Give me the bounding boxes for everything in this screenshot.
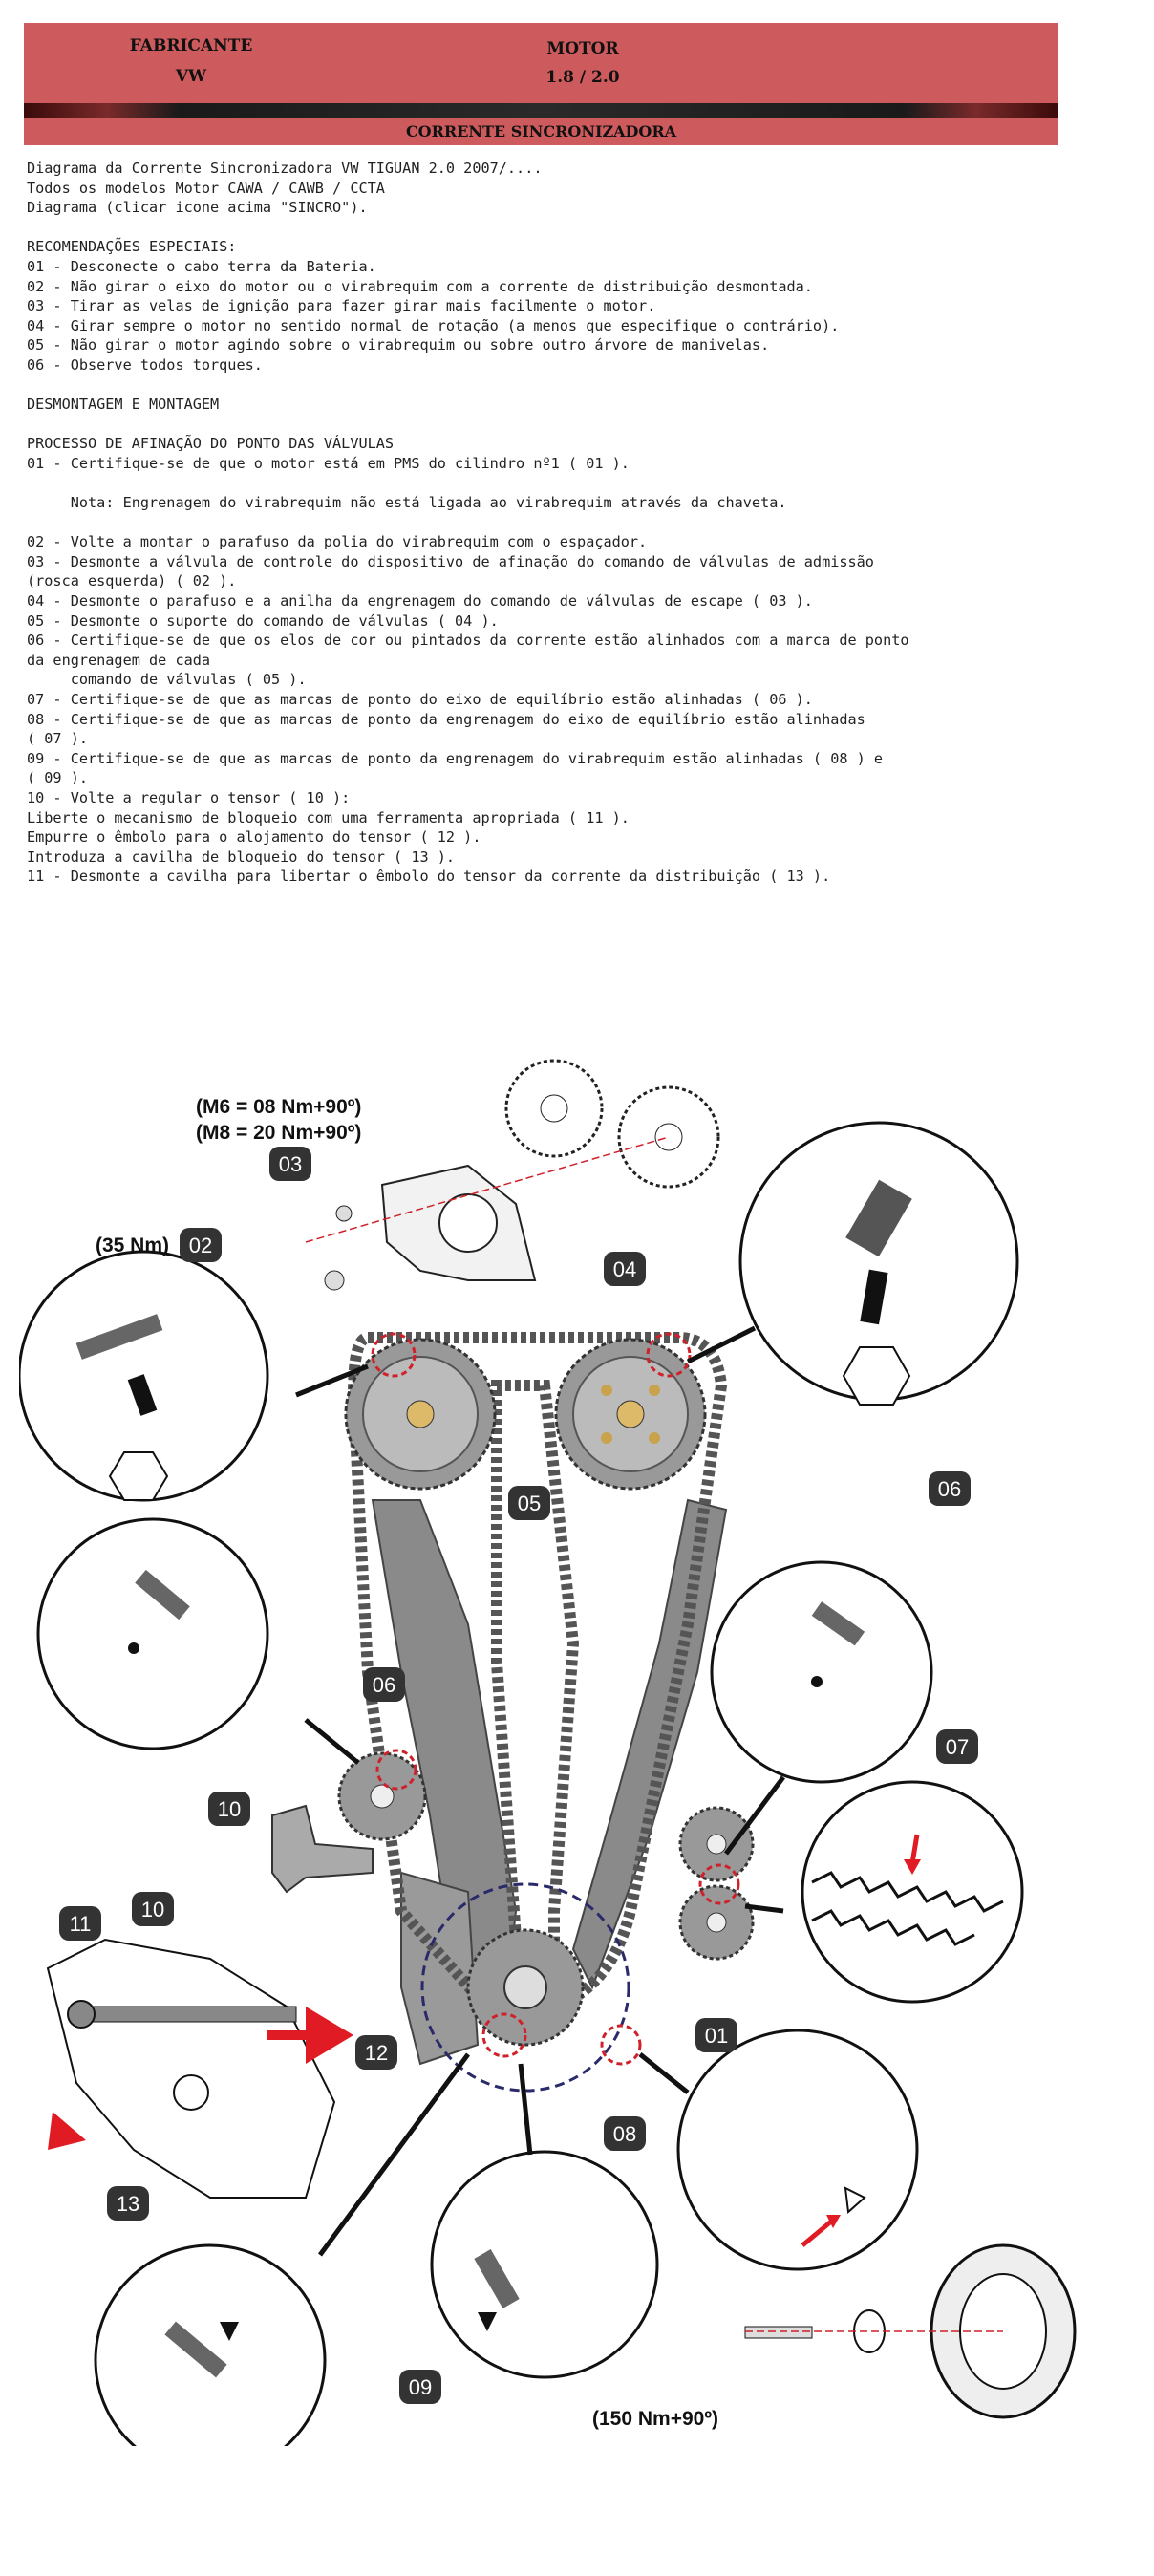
torque-crank: (150 Nm+90º) [592, 2408, 718, 2430]
text-line: Diagrama (clicar icone acima "SINCRO"). [27, 199, 368, 217]
text-line: PROCESSO DE AFINAÇÃO DO PONTO DAS VÁLVULAS [27, 435, 395, 453]
text-line: comando de válvulas ( 05 ). [27, 671, 307, 689]
bolt-03 [336, 1206, 352, 1221]
text-line [27, 376, 1135, 396]
text-line: Empurre o êmbolo para o alojamento do tensor ( 12 ). [27, 828, 481, 847]
detail-crank-gear-08 [432, 2152, 657, 2377]
text-line [27, 474, 1135, 494]
detail-balance-left [38, 1519, 267, 1749]
text-line: (rosca esquerda) ( 02 ). [27, 572, 237, 590]
text-line: ( 09 ). [27, 769, 89, 787]
callout-06-right: 06 [937, 1477, 962, 1501]
text-line: RECOMENDAÇÕES ESPECIAIS: [27, 238, 237, 256]
timing-chain-diagram [19, 1051, 1118, 2446]
detail-gear-marks [802, 1782, 1022, 2002]
mark-circle-01 [602, 2026, 640, 2064]
callout-11: 11 [69, 1912, 92, 1936]
text-line: 03 - Tirar as velas de ignição para fazer girar mais facilmente o motor. [27, 297, 656, 315]
callout-06-left: 06 [372, 1673, 396, 1697]
text-line: 01 - Desconecte o cabo terra da Bateria. [27, 257, 376, 275]
text-line: 10 - Volte a regular o tensor ( 10 ): [27, 789, 351, 806]
text-line: DESMONTAGEM E MONTAGEM [27, 396, 220, 414]
text-line: 06 - Certifique-se de que os elos de cor ou pintados da corrente estão alinhados com a marca de ponto [27, 632, 909, 650]
text-line: 09 - Certifique-se de que as marcas de ponto da engrenagem do virabrequim estão alinhadas ( 08 ) e [27, 749, 884, 767]
torque-02: (35 Nm) [96, 1234, 170, 1256]
text-line: 04 - Girar sempre o motor no sentido normal de rotação (a menos que especifique o contrário). [27, 316, 840, 334]
manufacturer-value: VW [175, 67, 207, 86]
manufacturer-block [105, 31, 277, 92]
detail-crank-gear-09 [96, 2245, 325, 2446]
callout-13: 13 [116, 2192, 140, 2216]
engine-value: 1.8 / 2.0 [545, 68, 620, 87]
callout-08: 08 [612, 2122, 637, 2146]
torque-m8: (M8 = 20 Nm+90º) [196, 1122, 362, 1144]
text-line: Liberte o mecanismo de bloqueio com uma ferramenta apropriada ( 11 ). [27, 808, 630, 826]
callout-07: 07 [945, 1735, 970, 1759]
torque-m6: (M6 = 08 Nm+90º) [196, 1096, 362, 1118]
page-subtitle: CORRENTE SINCRONIZADORA [405, 122, 677, 140]
text-line [27, 513, 1135, 533]
text-line: 03 - Desmonte a válvula de controle do dispositivo de afinação do comando de válvulas de admissão [27, 552, 874, 570]
text-line [27, 415, 1135, 435]
text-line [27, 218, 1135, 238]
text-line: Todos os modelos Motor CAWA / CAWB / CCTA [27, 179, 385, 197]
text-line: 02 - Volte a montar o parafuso da polia do virabrequim com o espaçador. [27, 533, 648, 551]
callout-09: 09 [408, 2375, 433, 2399]
text-line: 05 - Não girar o motor agindo sobre o virabrequim ou sobre outro árvore de manivelas. [27, 336, 770, 354]
detail-crank-mark [678, 2030, 917, 2269]
text-line: 04 - Desmonte o parafuso e a anilha da engrenagem do comando de válvulas de escape ( 03 ). [27, 592, 813, 611]
text-line: 08 - Certifique-se de que as marcas de ponto da engrenagem do eixo de equilíbrio estão alinhadas [27, 710, 866, 728]
balance-shaft-gear-left [339, 1753, 425, 1839]
callout-10-tool: 10 [140, 1898, 165, 1921]
text-line: Introduza a cavilha de bloqueio do tensor ( 13 ). [27, 848, 456, 866]
text-line: 11 - Desmonte a cavilha para libertar o êmbolo do tensor da corrente da distribuição ( 13 ). [27, 868, 831, 886]
crank-pulley [745, 2245, 1075, 2417]
text-line: 02 - Não girar o eixo do motor ou o virabrequim com a corrente de distribuição desmontada. [27, 277, 813, 295]
lower-cover [401, 1873, 478, 2064]
text-line: 06 - Observe todos torques. [27, 355, 263, 374]
text-line: Diagrama da Corrente Sincronizadora VW TIGUAN 2.0 2007/.... [27, 160, 543, 177]
text-line: 05 - Desmonte o suporte do comando de válvulas ( 04 ). [27, 612, 499, 630]
detail-cam-right [740, 1123, 1017, 1405]
header-banner [24, 23, 1058, 145]
instructions-text [27, 159, 1135, 887]
bolt-02 [325, 1271, 344, 1290]
callout-10-tensioner: 10 [217, 1797, 242, 1821]
text-line: 01 - Certifique-se de que o motor está em PMS do cilindro nº1 ( 01 ). [27, 454, 630, 472]
bracket-gears [506, 1061, 718, 1187]
cam-bracket [382, 1166, 535, 1280]
detail-balance-right [712, 1562, 931, 1782]
detail-tensioner-tool [48, 1940, 353, 2198]
callout-05: 05 [517, 1492, 542, 1515]
callout-04: 04 [612, 1257, 637, 1281]
text-line: 07 - Certifique-se de que as marcas de ponto do eixo de equilíbrio estão alinhadas ( 06 ). [27, 691, 813, 709]
text-line: ( 07 ). [27, 730, 89, 748]
callout-02: 02 [188, 1234, 213, 1257]
exhaust-cam-gear [556, 1340, 705, 1489]
manufacturer-label: FABRICANTE [129, 36, 253, 55]
header-divider [24, 103, 1058, 118]
callout-01: 01 [704, 2024, 729, 2048]
callout-03: 03 [278, 1152, 303, 1176]
text-line: Nota: Engrenagem do virabrequim não está ligada ao virabrequim através da chaveta. [27, 494, 787, 512]
callout-12: 12 [364, 2041, 389, 2065]
text-line: da engrenagem de cada [27, 651, 211, 669]
intake-cam-gear [346, 1340, 495, 1489]
engine-label: MOTOR [546, 39, 619, 58]
detail-cam-left [19, 1252, 267, 1500]
engine-block [439, 34, 726, 92]
